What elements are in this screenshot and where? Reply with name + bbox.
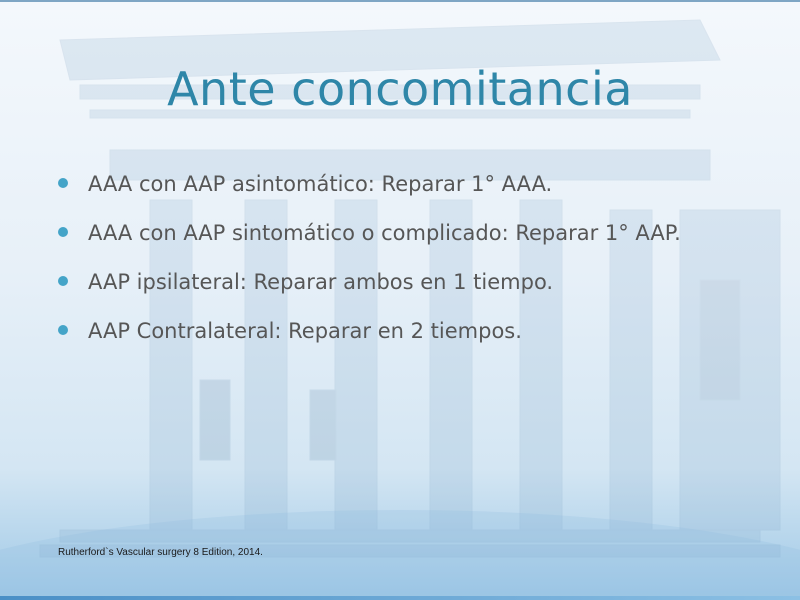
citation: Rutherford`s Vascular surgery 8 Edition, 2014. xyxy=(58,547,263,558)
list-item xyxy=(58,170,758,199)
list-item xyxy=(58,219,758,248)
bullet-list xyxy=(58,170,758,366)
bullet-text: AAA con AAP sintomático o complicado: Reparar 1° AAP. xyxy=(88,221,681,245)
list-item xyxy=(58,268,758,297)
slide-title: Ante concomitancia xyxy=(167,62,633,116)
circle-bullet-icon xyxy=(58,276,68,286)
circle-bullet-icon xyxy=(58,227,68,237)
circle-bullet-icon xyxy=(58,325,68,335)
list-item xyxy=(58,317,758,346)
top-rule xyxy=(0,0,800,2)
bullet-text: AAA con AAP asintomático: Reparar 1° AAA. xyxy=(88,172,553,196)
bullet-text: AAP Contralateral: Reparar en 2 tiempos. xyxy=(88,319,522,343)
circle-bullet-icon xyxy=(58,178,68,188)
bottom-band xyxy=(0,596,800,600)
bullet-text: AAP ipsilateral: Reparar ambos en 1 tiempo. xyxy=(88,270,554,294)
